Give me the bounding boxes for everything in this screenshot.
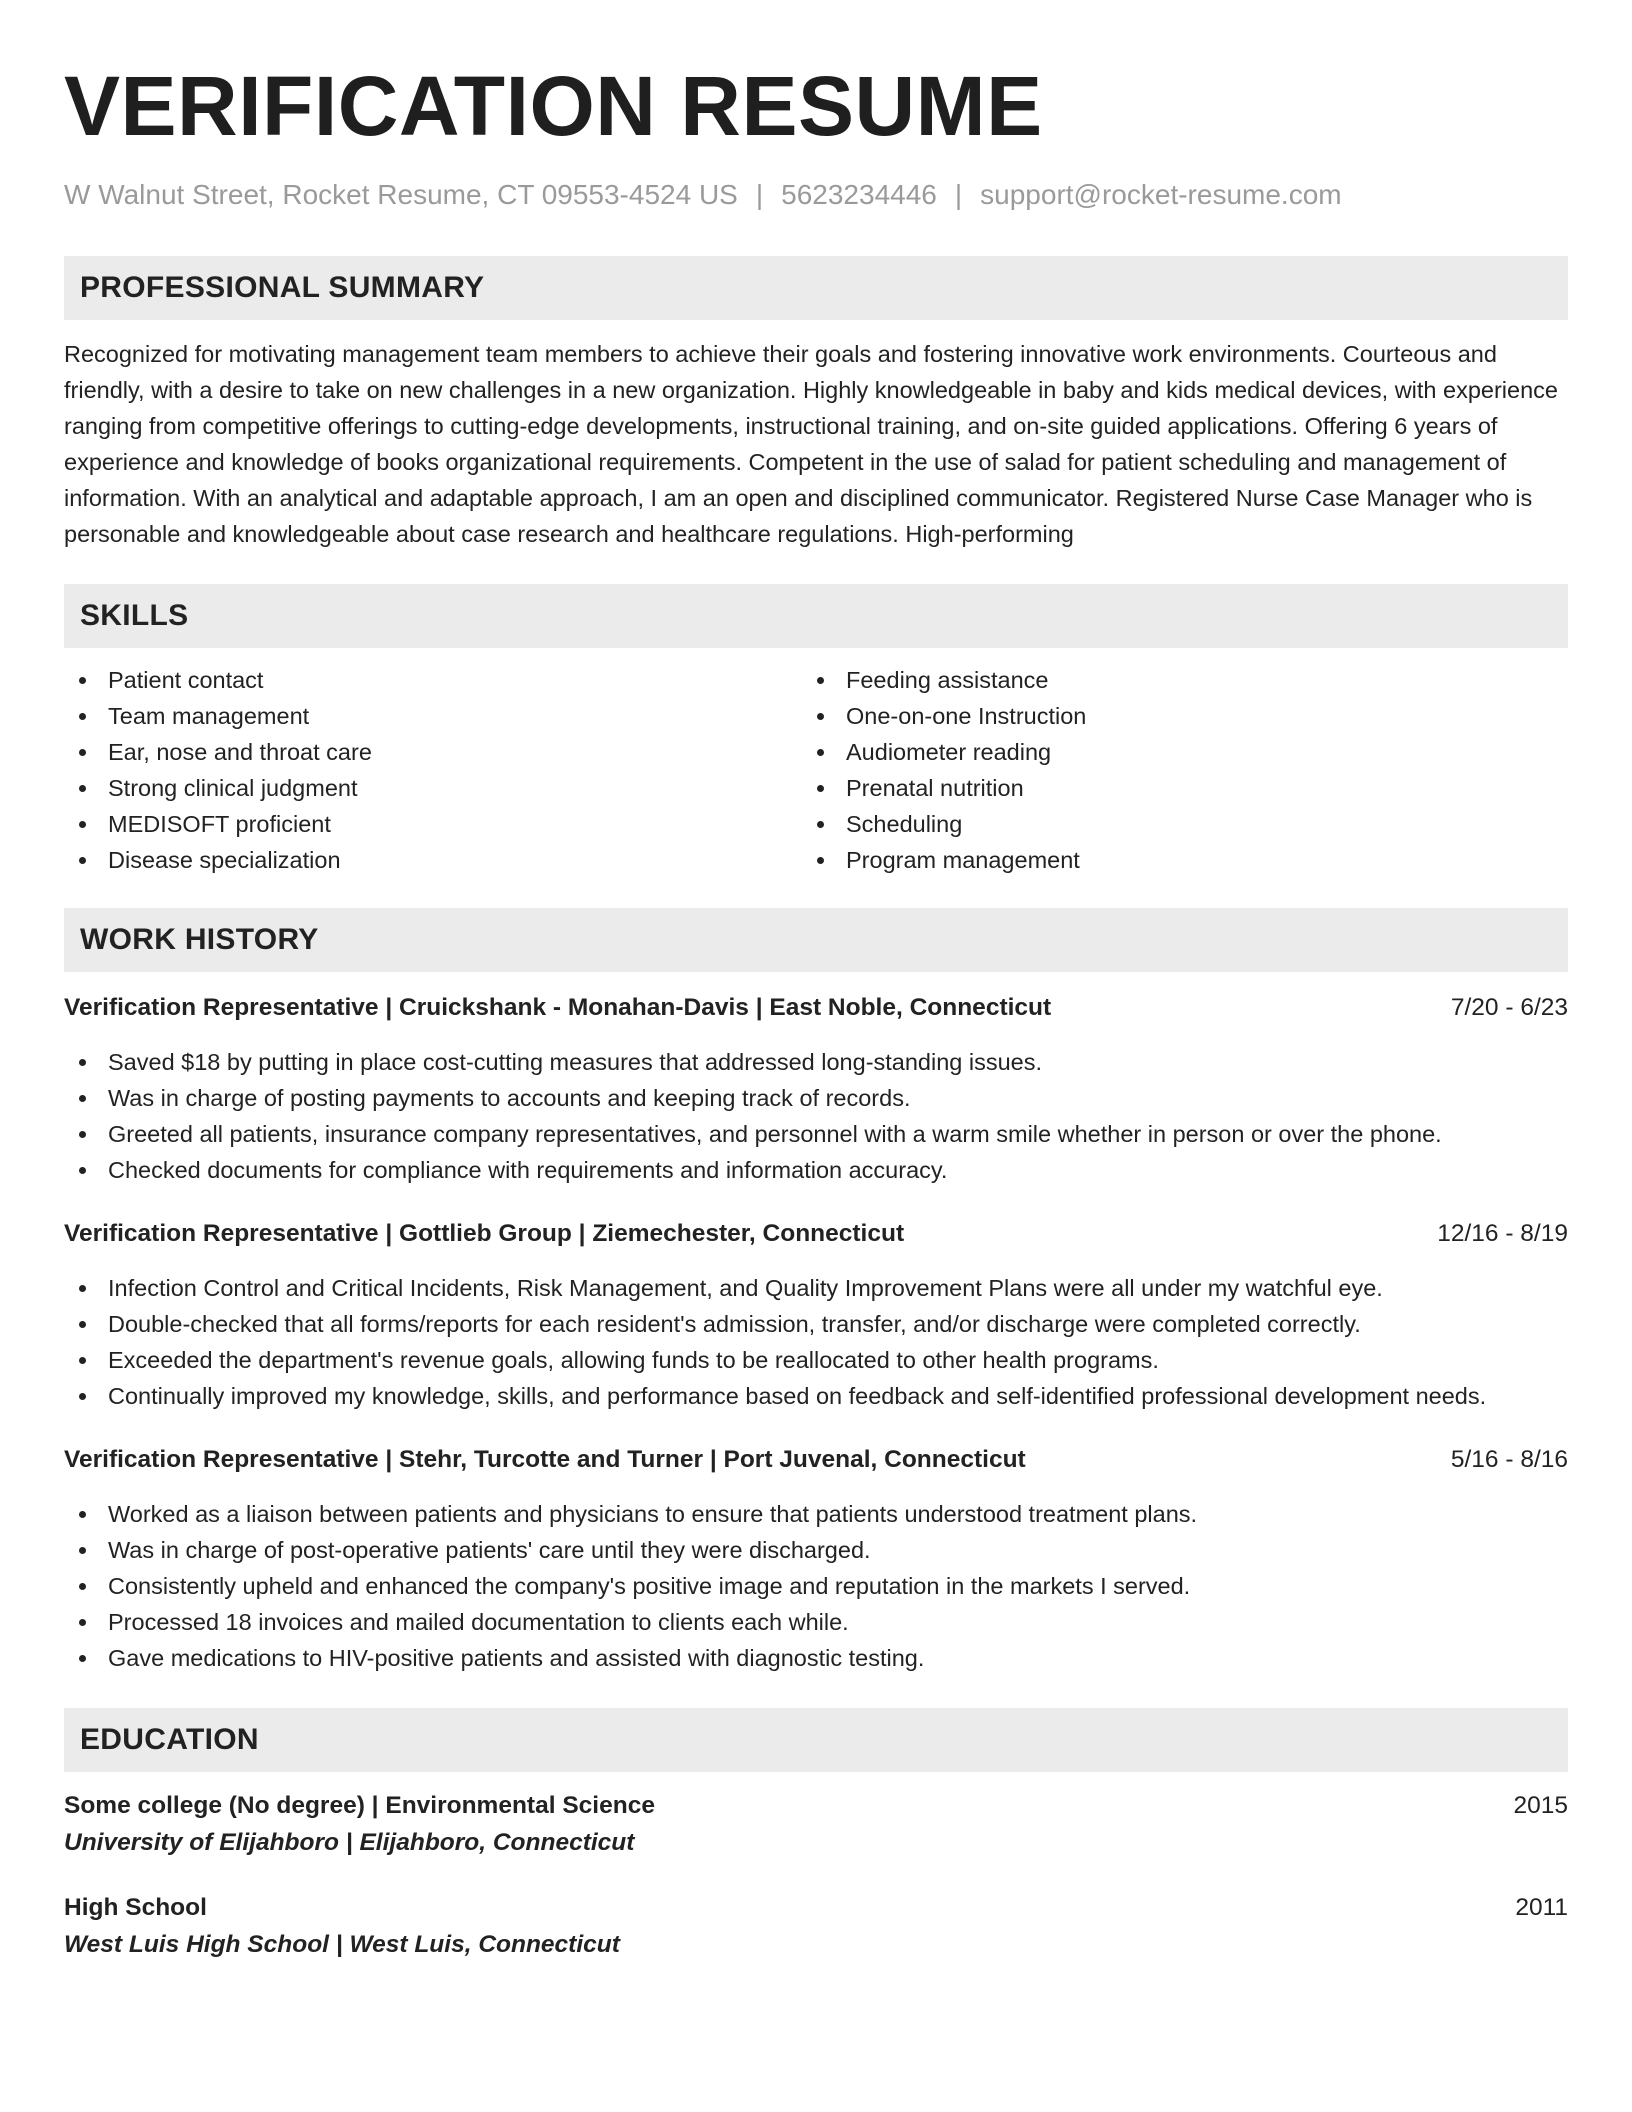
job-dates: 5/16 - 8/16 <box>1450 1445 1568 1473</box>
skills-list <box>64 662 1568 878</box>
education-header <box>64 1788 1568 1824</box>
job-dates: 7/20 - 6/23 <box>1450 993 1568 1021</box>
skill-item: Prenatal nutrition <box>802 770 1540 806</box>
education-entry <box>64 1890 1568 1964</box>
job-entry <box>64 1216 1568 1414</box>
contact-separator: | <box>755 179 764 210</box>
skills-column-left <box>64 662 802 878</box>
job-title: Verification Representative | Gottlieb Group | Ziemechester, Connecticut <box>64 1219 905 1247</box>
contact-address: W Walnut Street, Rocket Resume, CT 09553-4524 US <box>64 179 738 210</box>
job-bullet: Greeted all patients, insurance company representatives, and personnel with a warm smile whether in person or over the phone. <box>64 1116 1568 1152</box>
education-degree: High School <box>64 1893 207 1921</box>
job-bullet: Exceeded the department's revenue goals, allowing funds to be reallocated to other health programs. <box>64 1342 1568 1378</box>
job-header <box>64 1442 1568 1478</box>
education-school: West Luis High School | West Luis, Connecticut <box>64 1930 620 1958</box>
education-year: 2015 <box>1513 1791 1568 1819</box>
skill-item: Feeding assistance <box>802 662 1540 698</box>
education-header <box>64 1890 1568 1926</box>
job-bullet: Gave medications to HIV-positive patients and assisted with diagnostic testing. <box>64 1640 1568 1676</box>
job-bullet: Was in charge of posting payments to accounts and keeping track of records. <box>64 1080 1568 1116</box>
job-bullet: Consistently upheld and enhanced the company's positive image and reputation in the markets I served. <box>64 1568 1568 1604</box>
job-bullet: Infection Control and Critical Incidents, Risk Management, and Quality Improvement Plans were all under my watchful eye. <box>64 1270 1568 1306</box>
job-bullet: Worked as a liaison between patients and physicians to ensure that patients understood treatment plans. <box>64 1496 1568 1532</box>
education-school: University of Elijahboro | Elijahboro, Connecticut <box>64 1828 635 1856</box>
skill-item: Patient contact <box>64 662 802 698</box>
summary-text: Recognized for motivating management team members to achieve their goals and fostering innovative work environments. Courteous and friendly, with a desire to take on new challenges in a new organization. Highly knowledgeable in baby and kids medical devices, with experience ranging from competitive offerings to cutting-edge developments, instructional training, and on-site guided applications. Offering 6 years of experience and knowledge of books organizational requirements. Competent in the use of salad for patient scheduling and management of information. With an analytical and adaptable approach, I am an open and disciplined communicator. Registered Nurse Case Manager who is personable and knowledgeable about case research and healthcare regulations. High-performing <box>64 340 1558 547</box>
skill-item: Strong clinical judgment <box>64 770 802 806</box>
job-bullet: Processed 18 invoices and mailed documentation to clients each while. <box>64 1604 1568 1640</box>
skill-item: Program management <box>802 842 1540 878</box>
education-heading: EDUCATION <box>64 1708 1568 1772</box>
job-title: Verification Representative | Cruickshank - Monahan-Davis | East Noble, Connecticut <box>64 993 1052 1021</box>
job-header <box>64 990 1568 1026</box>
skill-item: Ear, nose and throat care <box>64 734 802 770</box>
education-year: 2011 <box>1515 1893 1568 1921</box>
skills-column-right <box>802 662 1540 878</box>
job-bullet: Checked documents for compliance with requirements and information accuracy. <box>64 1152 1568 1188</box>
skill-item: One-on-one Instruction <box>802 698 1540 734</box>
contact-line <box>64 178 1568 212</box>
job-dates: 12/16 - 8/19 <box>1437 1219 1568 1247</box>
contact-email: support@rocket-resume.com <box>980 179 1342 210</box>
skill-item: Scheduling <box>802 806 1540 842</box>
skill-item: Team management <box>64 698 802 734</box>
resume-title: VERIFICATION RESUME <box>64 59 1043 153</box>
education-degree: Some college (No degree) | Environmental Science <box>64 1791 655 1819</box>
skill-item: MEDISOFT proficient <box>64 806 802 842</box>
job-bullet: Continually improved my knowledge, skills, and performance based on feedback and self-identified professional development needs. <box>64 1378 1568 1414</box>
skill-item: Disease specialization <box>64 842 802 878</box>
job-bullet: Was in charge of post-operative patients' care until they were discharged. <box>64 1532 1568 1568</box>
summary-heading: PROFESSIONAL SUMMARY <box>64 256 1568 320</box>
job-entry <box>64 990 1568 1188</box>
job-bullet: Double-checked that all forms/reports for each resident's admission, transfer, and/or discharge were completed correctly. <box>64 1306 1568 1342</box>
job-bullets <box>64 1270 1568 1414</box>
job-title: Verification Representative | Stehr, Turcotte and Turner | Port Juvenal, Connecticut <box>64 1445 1026 1473</box>
skills-heading: SKILLS <box>64 584 1568 648</box>
job-header <box>64 1216 1568 1252</box>
job-bullets <box>64 1044 1568 1188</box>
contact-separator: | <box>954 179 963 210</box>
contact-phone: 5623234446 <box>781 179 937 210</box>
skill-item: Audiometer reading <box>802 734 1540 770</box>
education-entry <box>64 1788 1568 1862</box>
job-bullets <box>64 1496 1568 1676</box>
job-entry <box>64 1442 1568 1676</box>
work-history-heading: WORK HISTORY <box>64 908 1568 972</box>
job-bullet: Saved $18 by putting in place cost-cutting measures that addressed long-standing issues. <box>64 1044 1568 1080</box>
